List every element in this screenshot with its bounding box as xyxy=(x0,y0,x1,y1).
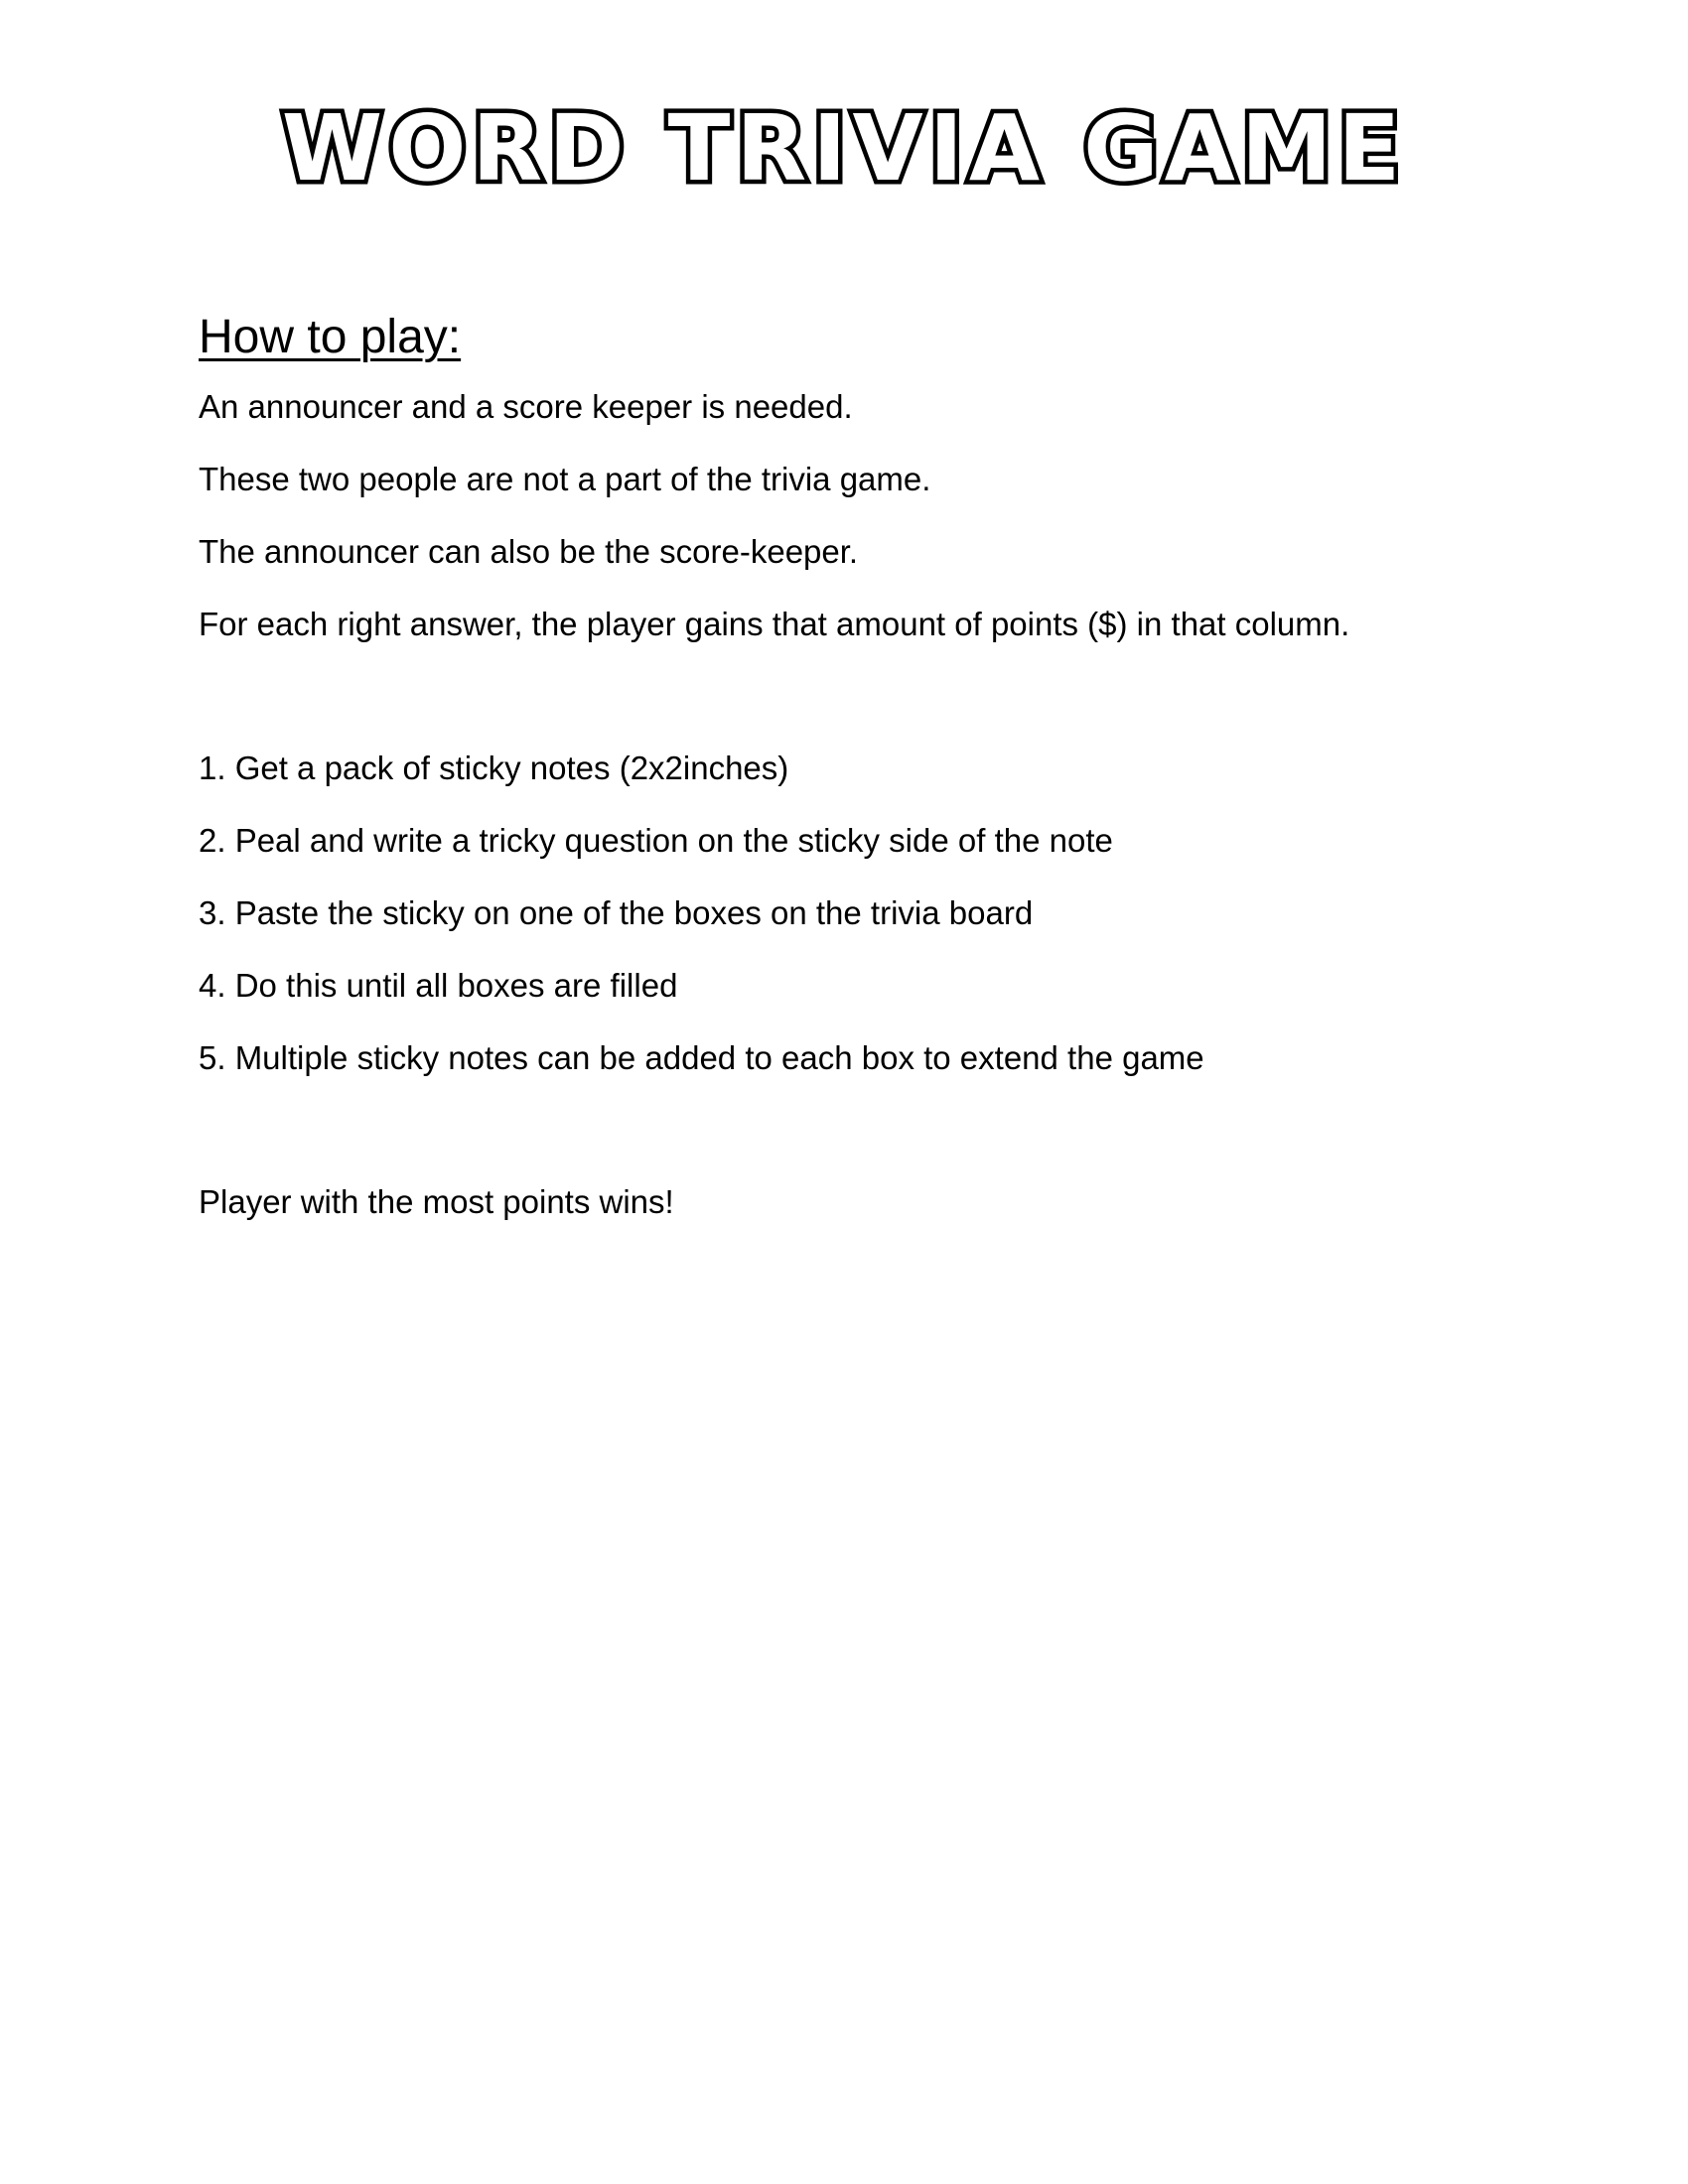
section-heading: How to play: xyxy=(199,311,462,363)
instructions-section xyxy=(199,308,1509,1255)
intro-line-4: For each right answer, the player gains that amount of points ($) in that column. xyxy=(199,606,1350,642)
step-3: 3. Paste the sticky on one of the boxes on the trivia board xyxy=(199,894,1034,931)
step-2: 2. Peal and write a tricky question on the sticky side of the note xyxy=(199,822,1113,859)
intro-line-2: These two people are not a part of the trivia game. xyxy=(199,461,931,497)
step-5: 5. Multiple sticky notes can be added to each box to extend the game xyxy=(199,1039,1204,1076)
spacer xyxy=(199,677,1509,749)
intro-line-1: An announcer and a score keeper is needed. xyxy=(199,388,853,425)
spacer xyxy=(199,1111,1509,1182)
page-title: WORD TRIVIA GAME xyxy=(281,95,1407,202)
intro-line-3: The announcer can also be the score-keeper. xyxy=(199,533,859,570)
closing-line: Player with the most points wins! xyxy=(199,1183,674,1220)
step-4: 4. Do this until all boxes are filled xyxy=(199,967,678,1004)
step-1: 1. Get a pack of sticky notes (2x2inches) xyxy=(199,750,789,786)
